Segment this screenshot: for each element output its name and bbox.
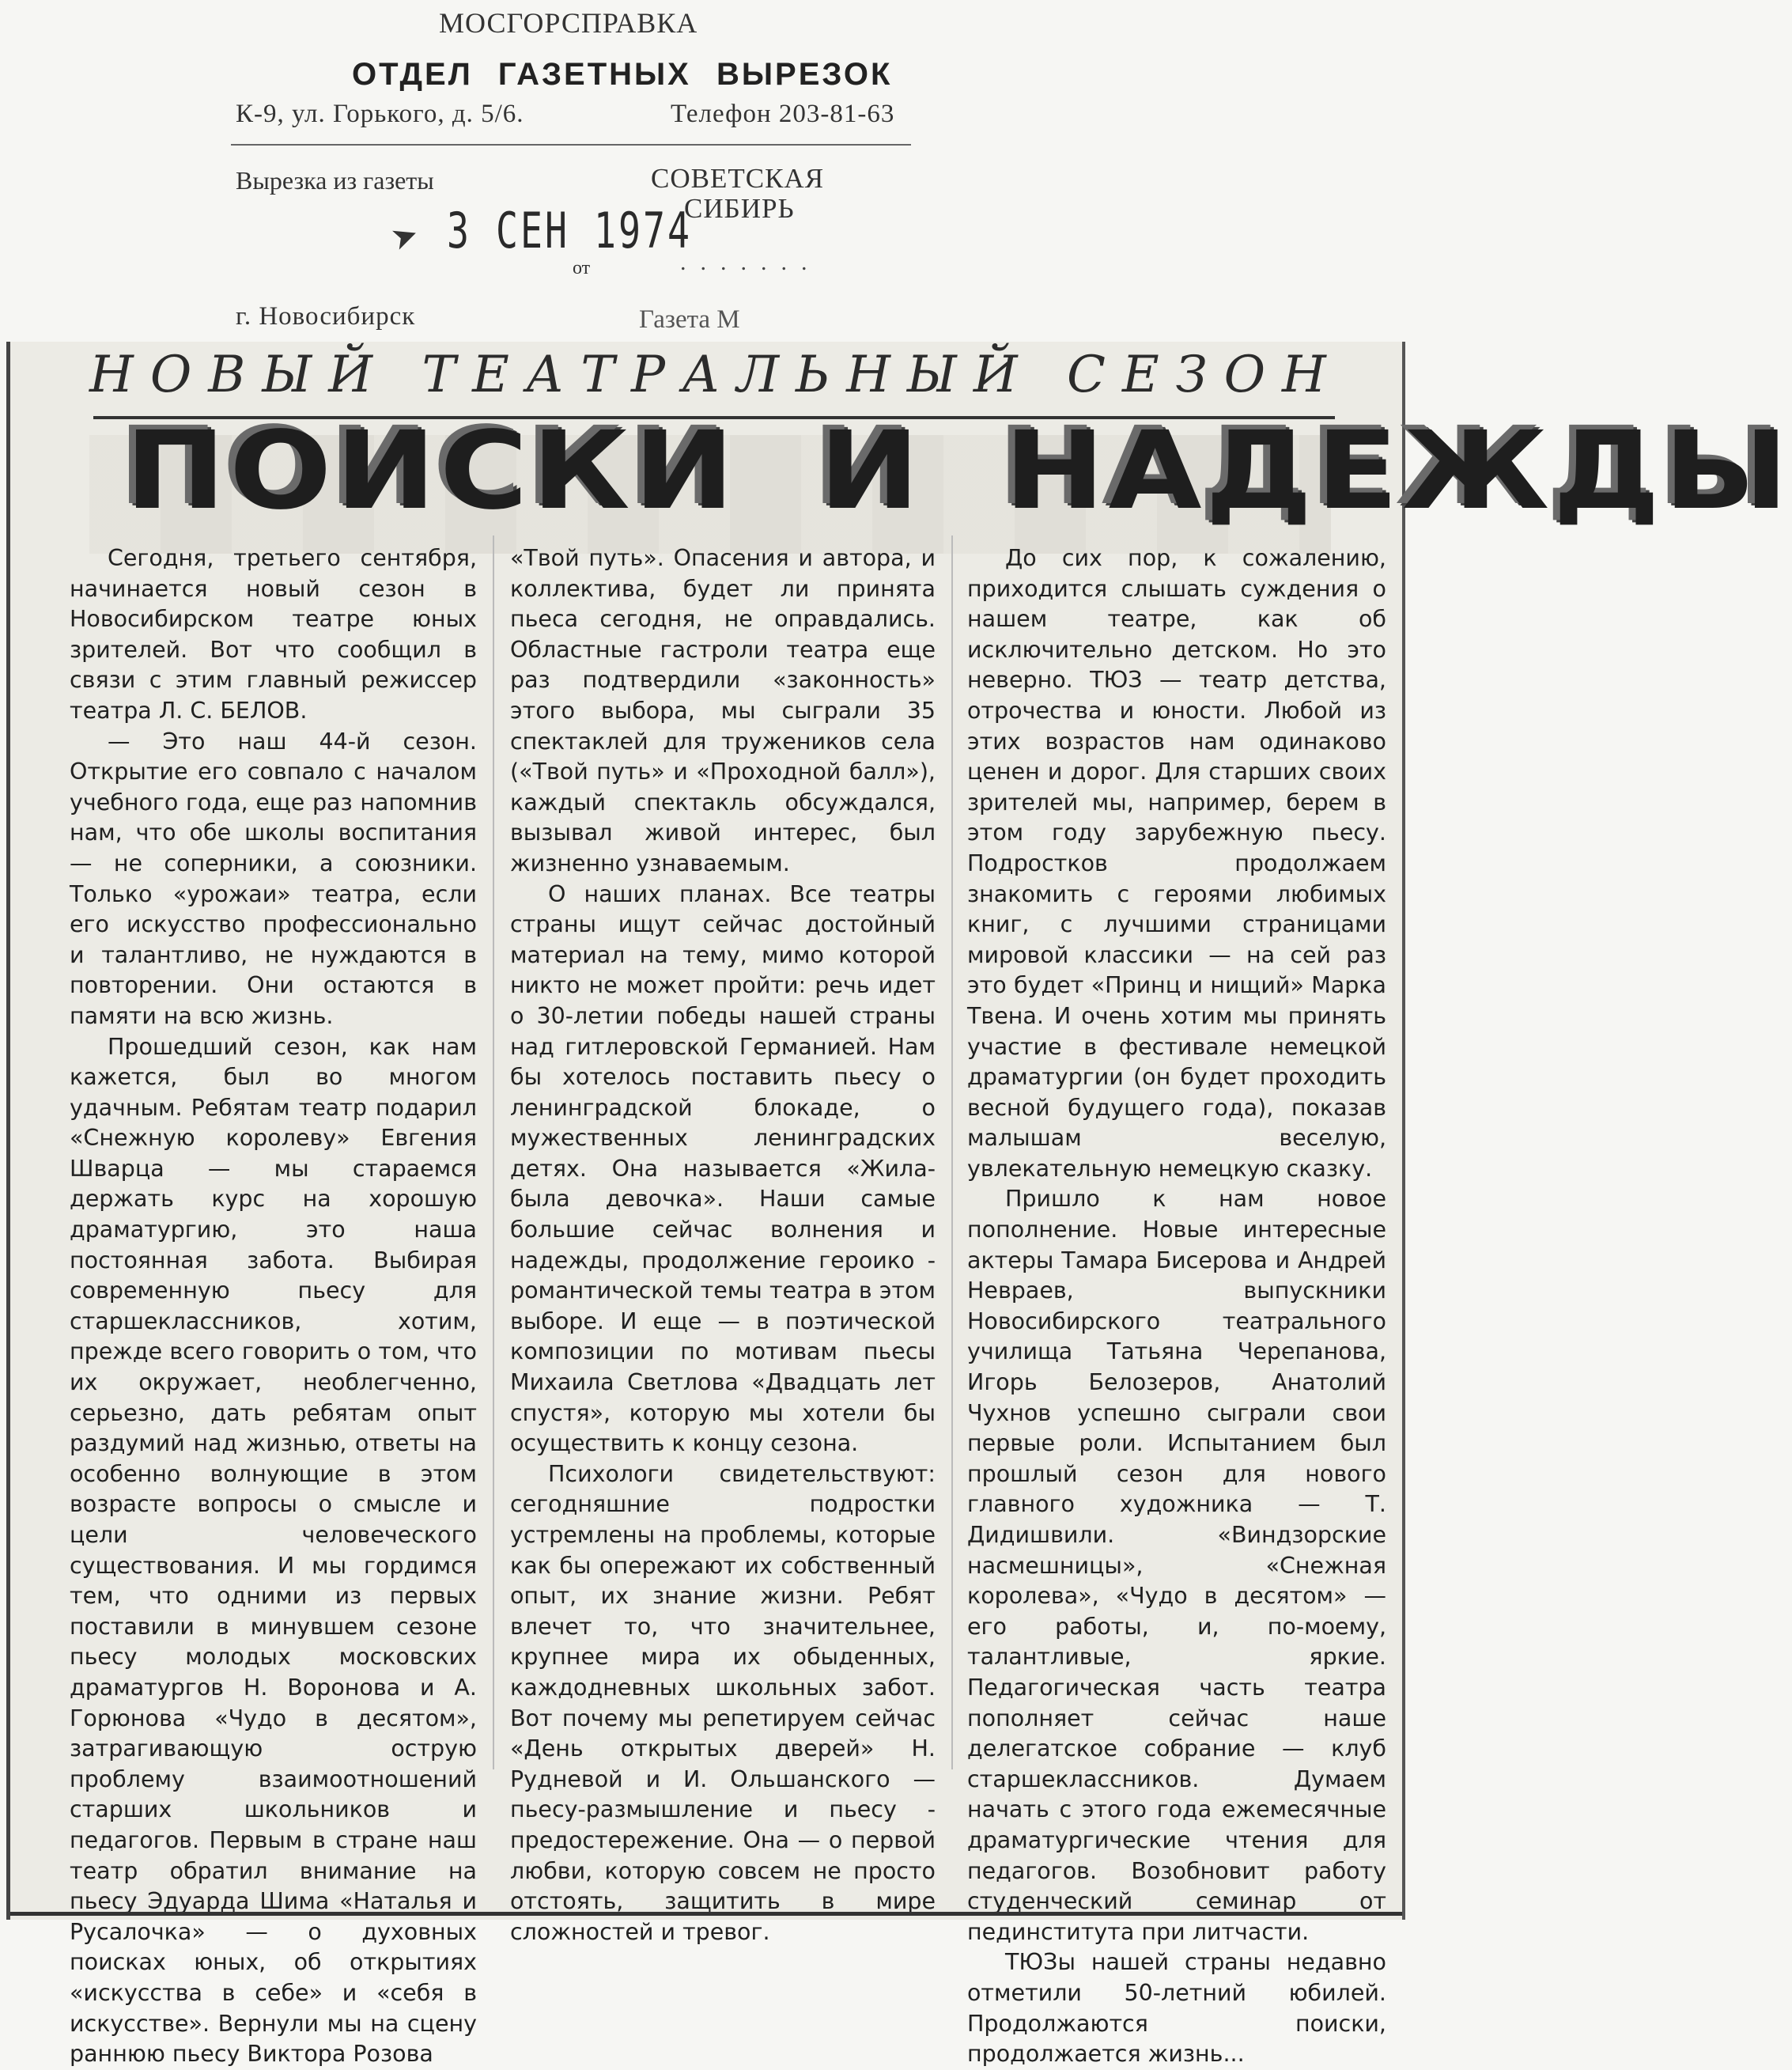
article-column-3 (967, 543, 1386, 2070)
paragraph: «Твой путь». Опасения и автора, и коллектива, будет ли принята пьеса сегодня, не оправдались. Областные гастроли театра еще раз подтвердили «законность» этого выбора, мы сыграли 35 спектаклей для тружеников села («Твой путь» и «Проходной балл»), каждый спектакль обсуждался, вызывал живой интерес, был жизненно узнаваемым. (510, 545, 936, 876)
paragraph: ТЮЗы нашей страны недавно отметили 50-летний юбилей. Продолжаются поиски, продолжается жизнь... (967, 1949, 1386, 2068)
department-title: ОТДЕЛ ГАЗЕТНЫХ ВЫРЕЗОК (352, 57, 893, 92)
date-stamp: 3 СЕН 1974 (447, 202, 692, 259)
newspaper-clipping (6, 342, 1792, 2068)
paragraph: Сегодня, третьего сентября, начинается новый сезон в Новосибирском театре юных зрителей. Вот что сообщил в связи с этим главный режиссер театра Л. С. БЕЛОВ. (70, 545, 477, 724)
bottom-border (10, 1912, 1402, 1916)
article-column-1 (70, 543, 477, 2070)
clipping-label: Вырезка из газеты (236, 166, 434, 195)
agency-name: МОСГОРСПРАВКА (439, 7, 698, 39)
cut-off-text: Газета М (639, 305, 740, 334)
newspaper-name-line2: СИБИРЬ (684, 193, 795, 224)
article-headline: ПОИСКИ И НАДЕЖДЫ (125, 409, 1792, 534)
address: К-9, ул. Горького, д. 5/6. (236, 100, 524, 128)
from-label: от (573, 258, 591, 278)
header-divider (231, 144, 911, 146)
article-column-2 (510, 543, 936, 1947)
blank-dots: ....... (680, 249, 822, 275)
paragraph: Психологи свидетельствуют: сегодняшние подростки устремлены на проблемы, которые как бы опережают их собственный опыт, их знание жизни. Ребят влечет то, что значительнее, крупнее мира их обыденных, каждодневных школьных забот. Вот почему мы репетируем сейчас «День открытых дверей» Н. Рудневой и И. Ольшанского — пьесу-размышление и пьесу - предостережение. Она — о первой любви, которую совсем не просто отстоять, защитить в мире сложностей и тревог. (510, 1460, 936, 1945)
paragraph: До сих пор, к сожалению, приходится слышать суждения о нашем театре, как об исключительно детском. Но это неверно. ТЮЗ — театр детства, отрочества и юности. Любой из этих возрастов нам одинаково ценен и дорог. Для старших своих зрителей мы, например, берем в этом году зарубежную пьесу. Подростков продолжаем знакомить с героями любимых книг, с лучшими страницами мировой классики — на сей раз это будет «Принц и нищий» Марка Твена. И очень хотим мы принять участие в фестивале немецкой драматургии (он будет проходить весной будущего года), показав малышам веселую, увлекательную немецкую сказку. (967, 545, 1386, 1182)
city: г. Новосибирск (236, 302, 416, 331)
column-divider (493, 535, 494, 1769)
paragraph: О наших планах. Все театры страны ищут сейчас достойный материал на тему, мимо которой никто не может пройти: речь идет о 30-летии победы нашей страны над гитлеровской Германией. Нам бы хотелось поставить пьесу о ленинградской блокаде, о мужественных ленинградских детях. Она называется «Жила-была девочка». Наши самые большие сейчас волнения и надежды, продолжение героико - романтической темы театра в этом выборе. И еще — в поэтической композиции по мотивам пьесы Михаила Светлова «Двадцать лет спустя», которую мы хотели бы осуществить к концу сезона. (510, 880, 936, 1457)
newspaper-name-line1: СОВЕТСКАЯ (651, 163, 825, 194)
paragraph: Пришло к нам новое пополнение. Новые интересные актеры Тамара Бисерова и Андрей Невраев, выпускники Новосибирского театрального училища Татьяна Черепанова, Игорь Белозеров, Анатолий Чухнов успешно сыграли свои первые роли. Испытанием был прошлый сезон для нового главного художника — Т. Дидишвили. «Виндзорские насмешницы», «Снежная королева», «Чудо в десятом» — его работы, и, по-моему, талантливые, яркие. Педагогическая часть театра пополняет сейчас наше делегатское собрание — клуб старшеклассников. Думаем начать с этого года ежемесячные драматургические чтения для педагогов. Возобновит работу студенческий семинар от пединститута при литчасти. (967, 1186, 1386, 1945)
paragraph: Прошедший сезон, как нам кажется, был во многом удачным. Ребятам театр подарил «Снежную королеву» Евгения Шварца — мы стараемся держать курс на хорошую драматургию, это наша постоянная забота. Выбирая современную пьесу для старшеклассников, хотим, прежде всего говорить о том, что их окружает, необлегченно, серьезно, дать ребятам опыт раздумий над жизнью, ответы на особенно волнующие в этом возрасте вопросы о смысле и цели человеческого существования. И мы гордимся тем, что одними из первых поставили в минувшем сезоне пьесу молодых московских драматургов Н. Воронова и А. Горюнова «Чудо в десятом», затрагивающую острую проблему взаимоотношений старших школьников и педагогов. Первым в стране наш театр обратил внимание на пьесу Эдуарда Шима «Наталья и Русалочка» — о духовных поисках юных, об открытиях «искусства в себе» и «себя в искусстве». Вернули мы на сцену раннюю пьесу Виктора Розова (70, 1033, 477, 2068)
phone-number: Телефон 203-81-63 (671, 100, 895, 128)
stamp-arrow-icon: ➤ (386, 214, 424, 259)
section-kicker: НОВЫЙ ТЕАТРАЛЬНЫЙ СЕЗОН (89, 346, 1343, 404)
column-divider (951, 535, 953, 1769)
paragraph: — Это наш 44-й сезон. Открытие его совпало с началом учебного года, еще раз напомнив нам, что обе школы воспитания — не соперники, а союзники. Только «урожаи» театра, если его искусство профессионально и талантливо, не нуждаются в повторении. Они остаются в памяти на всю жизнь. (70, 728, 477, 1029)
